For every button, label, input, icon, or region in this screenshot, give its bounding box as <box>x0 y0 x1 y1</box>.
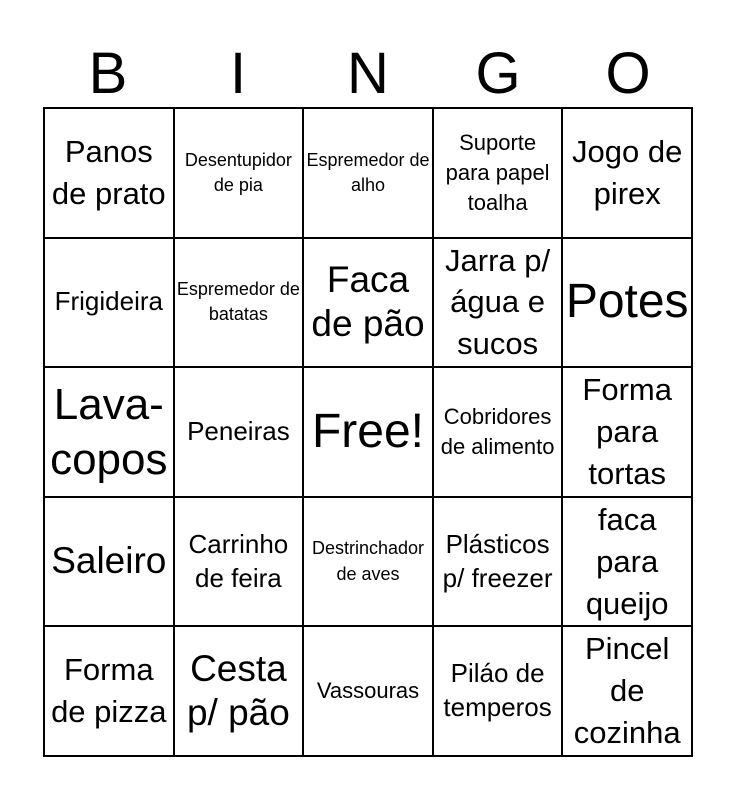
bingo-cell[interactable] <box>174 626 304 756</box>
bingo-cell[interactable] <box>303 497 433 627</box>
header-letter-g: G <box>475 41 521 106</box>
bingo-cell-label: Lava-copos <box>50 379 168 484</box>
bingo-cell[interactable] <box>174 238 304 368</box>
bingo-cell[interactable] <box>562 497 692 627</box>
bingo-cell[interactable] <box>303 238 433 368</box>
bingo-cell-label: Piláo de temperos <box>443 658 552 723</box>
bingo-cell-label: Peneiras <box>187 416 290 447</box>
bingo-cell-label: Cesta p/ pão <box>186 647 290 734</box>
bingo-cell[interactable] <box>562 367 692 497</box>
bingo-cell[interactable] <box>433 497 563 627</box>
bingo-cell-label: Faca de pão <box>311 259 425 345</box>
bingo-cell[interactable] <box>433 108 563 238</box>
bingo-cell-label: Potes <box>565 275 689 329</box>
header-letter-n: N <box>347 41 389 106</box>
bingo-cell-label: Vassouras <box>316 678 420 704</box>
bingo-cell[interactable] <box>562 108 692 238</box>
bingo-cell-label: Free! <box>311 404 424 458</box>
bingo-cell-label: Desentupidor de pia <box>184 149 292 195</box>
bingo-cell[interactable] <box>433 238 563 368</box>
bingo-cell[interactable] <box>174 497 304 627</box>
bingo-grid <box>43 107 693 757</box>
bingo-cell-label: Plásticos p/ freezer <box>442 528 553 593</box>
bingo-cell-label: Jogo de pirex <box>572 133 683 211</box>
bingo-cell[interactable] <box>44 108 174 238</box>
bingo-header <box>43 40 693 108</box>
bingo-cell-label: faca para queijo <box>585 501 669 621</box>
bingo-cell-label: Suporte para papel toalha <box>445 130 550 215</box>
bingo-cell-label: Cobridores de alimento <box>440 404 555 459</box>
bingo-cell-label: Espremedor de batatas <box>176 279 300 325</box>
bingo-cell[interactable] <box>433 626 563 756</box>
bingo-cell-label: Saleiro <box>51 540 167 582</box>
bingo-cell-label: Espremedor de alho <box>306 149 430 195</box>
bingo-cell-label: Carrinho de feira <box>188 528 289 593</box>
bingo-cell[interactable] <box>433 367 563 497</box>
bingo-cell[interactable] <box>44 497 174 627</box>
bingo-cell[interactable] <box>174 367 304 497</box>
bingo-cell[interactable] <box>303 108 433 238</box>
bingo-cell-label: Destrinchador de aves <box>311 538 425 584</box>
bingo-cell[interactable] <box>303 626 433 756</box>
bingo-cell-label: Forma para tortas <box>582 372 672 491</box>
bingo-cell[interactable] <box>44 367 174 497</box>
bingo-cell-label: Jarra p/ água e sucos <box>445 242 551 362</box>
header-letter-o: O <box>605 41 651 106</box>
free-space-cell[interactable] <box>303 367 433 497</box>
bingo-cell-label: Frigideira <box>54 286 163 317</box>
header-letter-i: I <box>229 41 247 106</box>
bingo-cell[interactable] <box>562 626 692 756</box>
bingo-cell-label: Pincel de cozinha <box>573 631 681 751</box>
bingo-cell[interactable] <box>562 238 692 368</box>
header-letter-b: B <box>88 41 128 106</box>
bingo-cell[interactable] <box>44 626 174 756</box>
bingo-cell-label: Panos de prato <box>51 133 166 211</box>
bingo-cell[interactable] <box>174 108 304 238</box>
bingo-cell-label: Forma de pizza <box>51 652 167 730</box>
bingo-cell[interactable] <box>44 238 174 368</box>
